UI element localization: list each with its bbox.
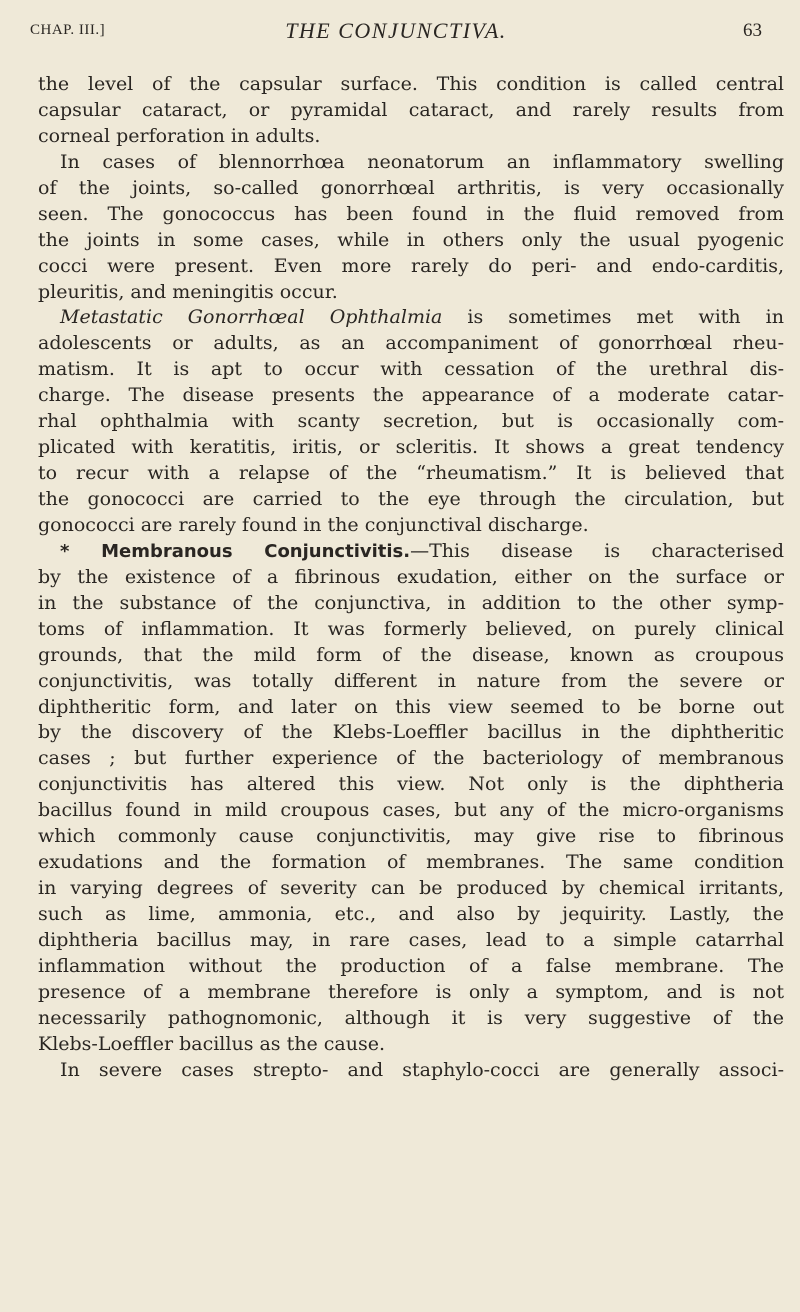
text-line: diphtheritic form, and later on this view seemed to be borne out	[38, 695, 784, 718]
text-line: charge. The disease presents the appearance of a moderate catar-	[38, 384, 784, 407]
text-line: by the existence of a fibrinous exudation, either on the surface or	[38, 565, 784, 588]
section-heading: Metastatic Gonorrhœal Ophthalmia	[60, 306, 443, 329]
text-line: the joints in some cases, while in others only the usual pyogenic	[38, 228, 784, 251]
text-line: in varying degrees of severity can be produced by chemical irritants,	[38, 877, 784, 900]
text-line: In cases of blennorrhœa neonatorum an inflammatory swelling	[60, 150, 784, 173]
text-line: to recur with a relapse of the “rheumatism.” It is believed that	[38, 462, 784, 485]
text-line: cocci were present. Even more rarely do peri- and endo-carditis,	[38, 254, 784, 277]
text-line: toms of inflammation. It was formerly believed, on purely clinical	[38, 617, 784, 640]
text-line: gonococci are rarely found in the conjunctival discharge.	[38, 513, 589, 536]
text-line: the level of the capsular surface. This condition is called central	[38, 73, 784, 95]
page-number: 63	[743, 20, 762, 41]
text-line: matism. It is apt to occur with cessation of the urethral dis-	[38, 358, 784, 381]
text-line: presence of a membrane therefore is only a symptom, and is not	[38, 980, 784, 1003]
text-line: corneal perforation in adults.	[38, 124, 321, 147]
text-line: grounds, that the mild form of the disease, known as croupous	[38, 643, 784, 666]
text-line: plicated with keratitis, iritis, or scleritis. It shows a great tendency	[38, 436, 784, 459]
text-line: In severe cases strepto- and staphylo-cocci are generally associ-	[60, 1058, 784, 1081]
text-line: the gonococci are carried to the eye through the circulation, but	[38, 488, 784, 510]
text-line: Klebs-Loeffler bacillus as the cause.	[38, 1032, 385, 1055]
text-run: —This disease is characterised	[410, 539, 784, 562]
text-line	[38, 305, 784, 331]
text-line: pleuritis, and meningitis occur.	[38, 280, 338, 303]
text-line: conjunctivitis has altered this view. Not only is the diphtheria	[38, 773, 784, 796]
text-line: in the substance of the conjunctiva, in addition to the other symp-	[38, 591, 784, 614]
text-line: by the discovery of the Klebs-Loeffler bacillus in the diphtheritic	[38, 721, 784, 744]
text-line: such as lime, ammonia, etc., and also by jequirity. Lastly, the	[38, 903, 784, 925]
text-line: exudations and the formation of membranes. The same condition	[38, 851, 784, 874]
text-line: conjunctivitis, was totally different in nature from the severe or	[38, 669, 784, 692]
text-line: capsular cataract, or pyramidal cataract, and rarely results from	[38, 98, 784, 121]
running-title: THE CONJUNCTIVA.	[285, 18, 507, 43]
text-line: of the joints, so-called gonorrhœal arthritis, is very occasionally	[38, 176, 784, 199]
body-text	[38, 72, 784, 1084]
text-line: diphtheria bacillus may, in rare cases, lead to a simple catarrhal	[38, 928, 784, 951]
text-line: adolescents or adults, as an accompaniment of gonorrhœal rheu-	[38, 332, 784, 355]
text-run: is sometimes met with in	[442, 306, 784, 329]
text-line: cases ; but further experience of the bacteriology of membranous	[38, 747, 784, 770]
chapter-label: CHAP. III.]	[30, 22, 106, 38]
text-line: rhal ophthalmia with scanty secretion, but is occasionally com-	[38, 410, 784, 433]
text-line: bacillus found in mild croupous cases, but any of the micro-organisms	[38, 799, 784, 822]
text-line: seen. The gonococcus has been found in the fluid removed from	[38, 202, 784, 225]
text-line	[38, 539, 784, 565]
section-heading: * Membranous Conjunctivitis.	[60, 540, 411, 562]
text-line: inflammation without the production of a false membrane. The	[38, 954, 784, 977]
running-header	[30, 18, 762, 48]
text-line: which commonly cause conjunctivitis, may give rise to fibrinous	[38, 825, 784, 848]
text-line: necessarily pathognomonic, although it is very suggestive of the	[38, 1006, 784, 1029]
